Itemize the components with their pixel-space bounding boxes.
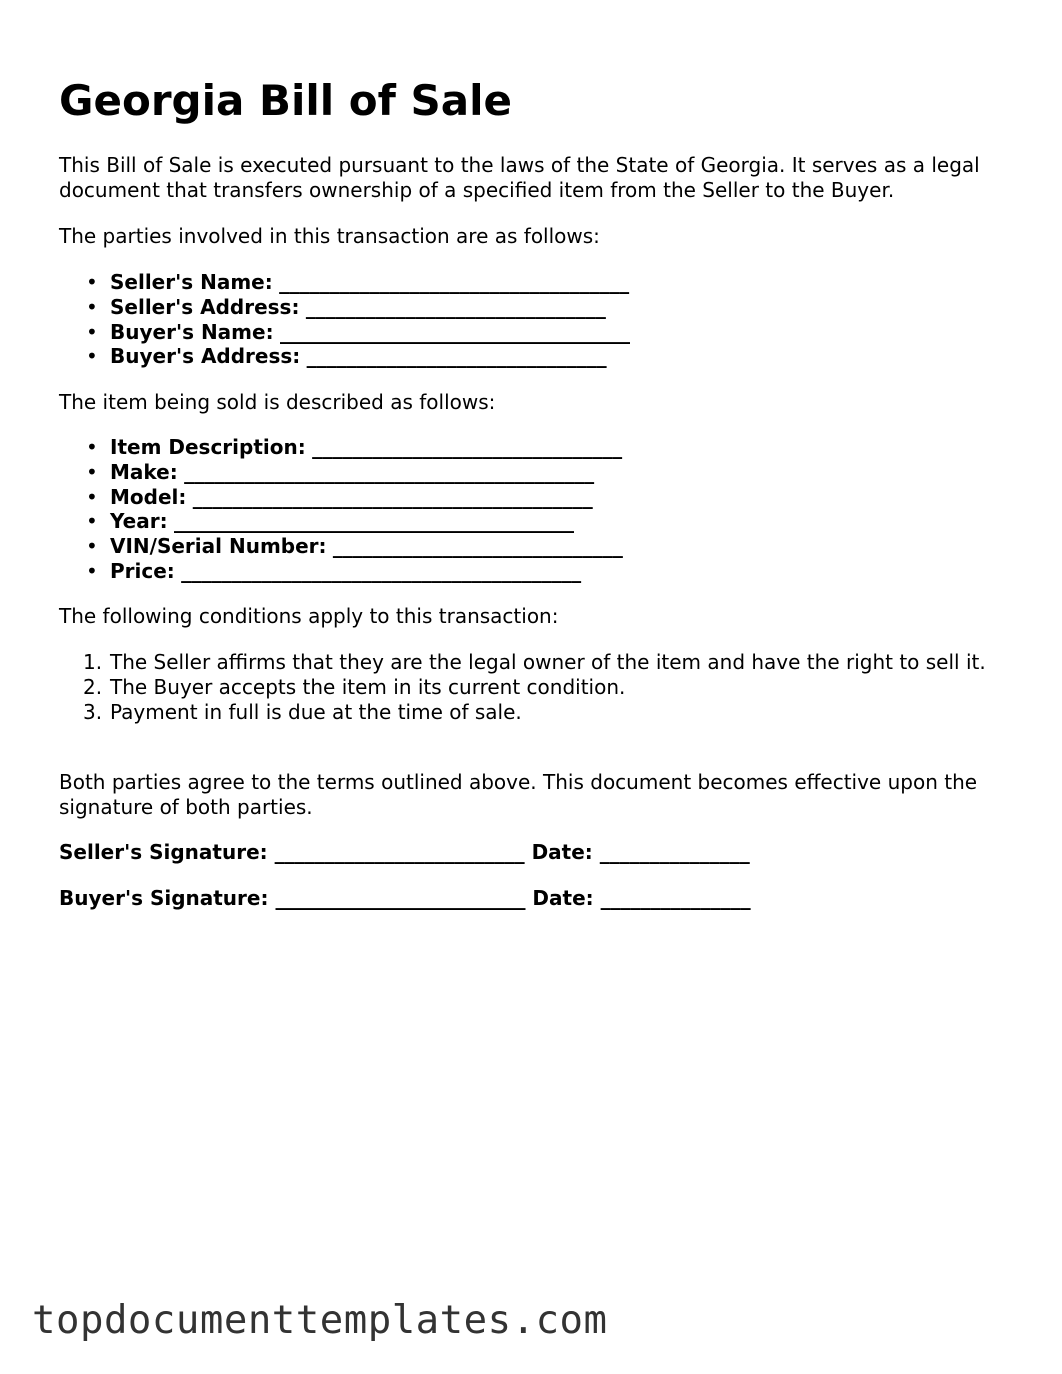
vin-label: VIN/Serial Number: (110, 534, 327, 559)
parties-list (59, 270, 630, 369)
year-blank[interactable]: ________________________________________ (173, 509, 574, 534)
list-item (59, 485, 623, 510)
buyer-signature-blank[interactable]: _________________________ (275, 886, 526, 910)
list-item (59, 270, 630, 295)
item-description-label: Item Description: (110, 435, 306, 459)
buyer-signature-label: Buyer's Signature: (59, 886, 269, 910)
condition-text: The Buyer accepts the item in its current condition. (110, 674, 626, 699)
year-label: Year: (110, 509, 168, 534)
model-label: Model: (110, 484, 187, 509)
buyer-name-label: Buyer's Name: (110, 319, 274, 344)
intro-paragraph: This Bill of Sale is executed pursuant to the laws of the State of Georgia. It serves as a legal document that transfers ownership of a specified item from the Seller to the Buyer. (59, 153, 980, 202)
list-item (59, 320, 630, 345)
conditions-intro: The following conditions apply to this transaction: (59, 604, 559, 628)
list-item (59, 700, 1005, 725)
buyer-address-label: Buyer's Address: (110, 344, 301, 369)
seller-date-blank[interactable]: _______________ (599, 840, 750, 864)
seller-name-blank[interactable]: ___________________________________ (279, 270, 630, 294)
price-blank[interactable]: ________________________________________ (181, 558, 582, 583)
list-number: 1. (83, 650, 103, 674)
item-description-blank[interactable]: _______________________________ (312, 435, 623, 459)
buyer-signature-line (59, 886, 751, 910)
list-item (59, 559, 623, 584)
list-item (59, 675, 1005, 700)
seller-signature-blank[interactable]: _________________________ (274, 840, 525, 864)
list-item (59, 534, 623, 559)
buyer-date-label: Date: (532, 886, 594, 910)
watermark-text: topdocumenttemplates.com (32, 1298, 608, 1343)
seller-address-blank[interactable]: ______________________________ (305, 294, 606, 319)
seller-address-label: Seller's Address: (110, 294, 300, 319)
list-item (59, 650, 1005, 675)
make-label: Make: (110, 459, 178, 484)
buyer-name-blank[interactable]: ___________________________________ (279, 319, 630, 344)
list-number: 2. (83, 674, 103, 699)
make-blank[interactable]: _________________________________________ (184, 459, 595, 484)
buyer-address-blank[interactable]: ______________________________ (306, 344, 607, 369)
list-item (59, 460, 623, 485)
list-item (59, 344, 630, 369)
conditions-list (59, 650, 1005, 724)
buyer-date-blank[interactable]: _______________ (600, 886, 751, 910)
list-item (59, 509, 623, 534)
model-blank[interactable]: ________________________________________ (192, 484, 593, 509)
seller-signature-label: Seller's Signature: (59, 840, 268, 864)
seller-name-label: Seller's Name: (110, 270, 273, 294)
agreement-paragraph: Both parties agree to the terms outlined above. This document becomes effective upon the signature of both parties. (59, 770, 978, 819)
seller-date-label: Date: (531, 840, 593, 864)
item-list (59, 435, 623, 584)
vin-blank[interactable]: _____________________________ (332, 534, 623, 559)
list-number: 3. (83, 699, 103, 724)
seller-signature-line (59, 840, 750, 864)
price-label: Price: (110, 558, 175, 583)
list-item (59, 435, 623, 460)
list-item (59, 295, 630, 320)
page-title: Georgia Bill of Sale (59, 76, 512, 125)
item-intro: The item being sold is described as follows: (59, 390, 496, 414)
parties-intro: The parties involved in this transaction are as follows: (59, 224, 600, 248)
condition-text: The Seller affirms that they are the legal owner of the item and have the right to sell it. (110, 650, 986, 674)
condition-text: Payment in full is due at the time of sale. (110, 699, 522, 724)
